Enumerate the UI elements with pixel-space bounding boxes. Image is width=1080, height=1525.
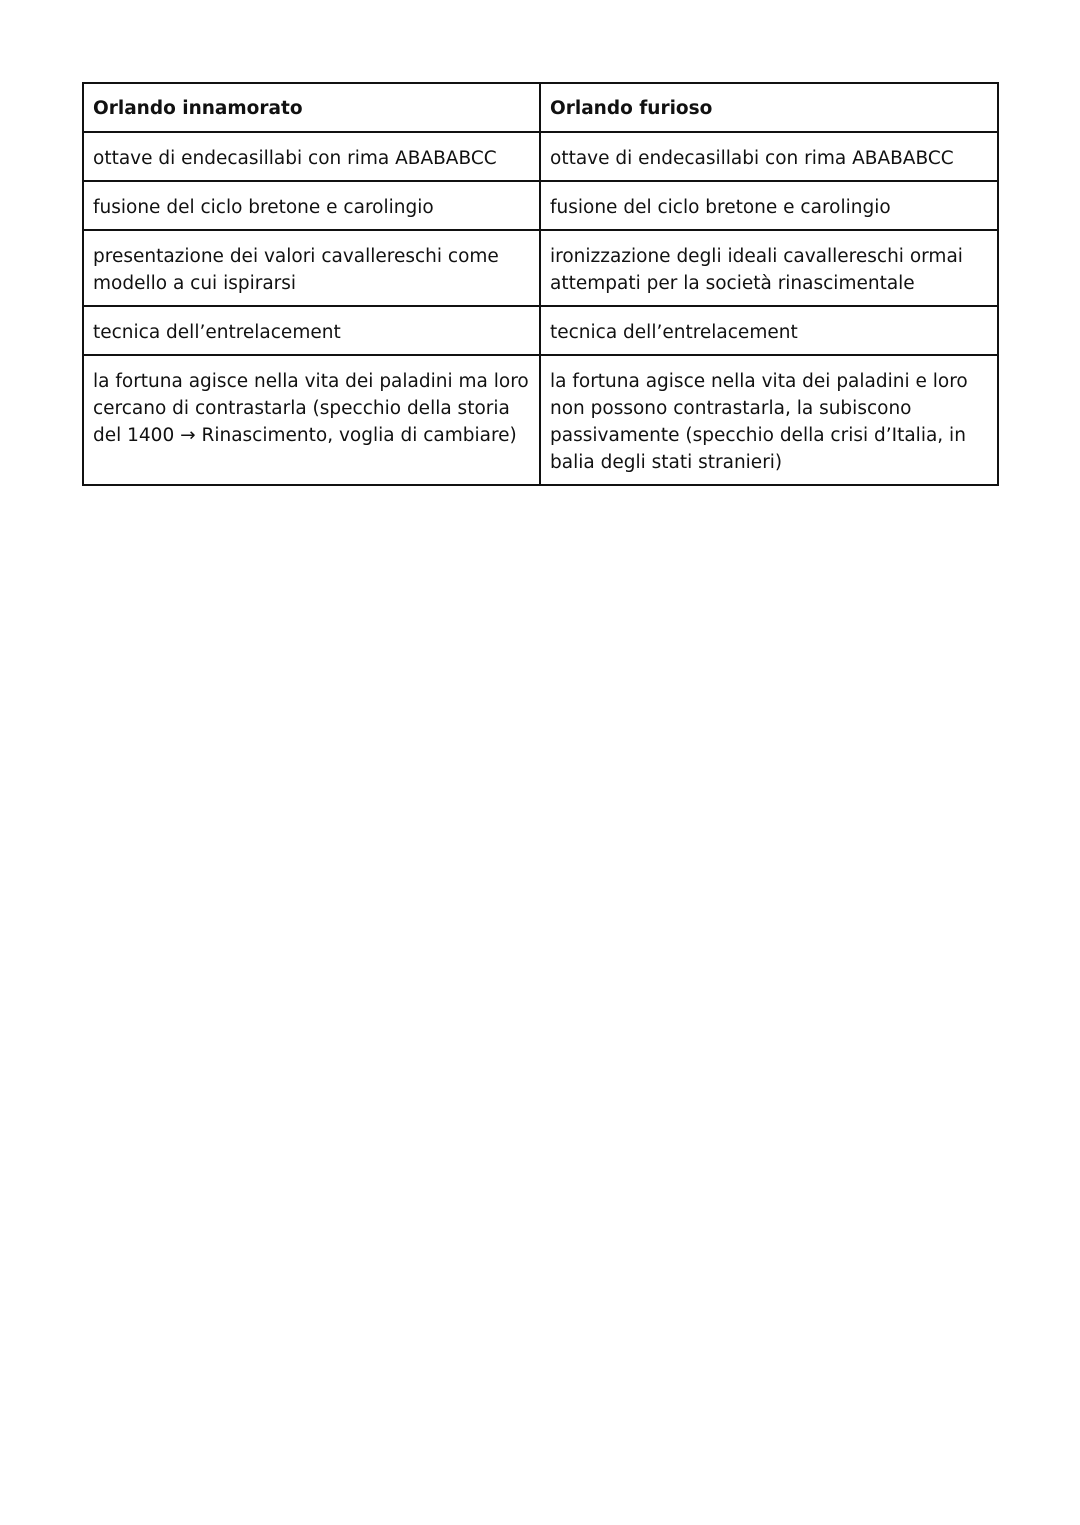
cell-text: tecnica dell’entrelacement (550, 322, 798, 343)
table-cell (540, 181, 998, 230)
table-row (83, 306, 998, 355)
table-cell (83, 181, 540, 230)
header-orlando-innamorato: Orlando innamorato (83, 83, 540, 132)
cell-text: la fortuna agisce nella vita dei paladini ma loro cercano di contrastarla (specchio della storia del 1400 → Rinascimento, voglia di cambiare) (93, 371, 529, 446)
header-orlando-furioso: Orlando furioso (540, 83, 998, 132)
cell-text: ottave di endecasillabi con rima ABABABCC (550, 148, 954, 169)
table-cell (540, 230, 998, 306)
cell-text: tecnica dell’entrelacement (93, 322, 341, 343)
cell-text: presentazione dei valori cavallereschi come modello a cui ispirarsi (93, 246, 499, 294)
table-cell (83, 230, 540, 306)
table-row (83, 132, 998, 181)
comparison-table (82, 82, 999, 486)
cell-text: la fortuna agisce nella vita dei paladini e loro non possono contrastarla, la subiscono passivamente (specchio della crisi d’Italia, in balia degli stati stranieri) (550, 371, 968, 473)
cell-text: fusione del ciclo bretone e carolingio (550, 197, 891, 218)
cell-text: ironizzazione degli ideali cavallereschi ormai attempati per la società rinascimentale (550, 246, 963, 294)
table-row (83, 181, 998, 230)
table-row (83, 230, 998, 306)
table-cell (540, 355, 998, 485)
table-cell (83, 355, 540, 485)
table-row (83, 355, 998, 485)
table-cell (83, 306, 540, 355)
cell-text: fusione del ciclo bretone e carolingio (93, 197, 434, 218)
table-cell (83, 132, 540, 181)
cell-text: ottave di endecasillabi con rima ABABABCC (93, 148, 497, 169)
table-cell (540, 132, 998, 181)
table-header-row (83, 83, 998, 132)
table-cell (540, 306, 998, 355)
